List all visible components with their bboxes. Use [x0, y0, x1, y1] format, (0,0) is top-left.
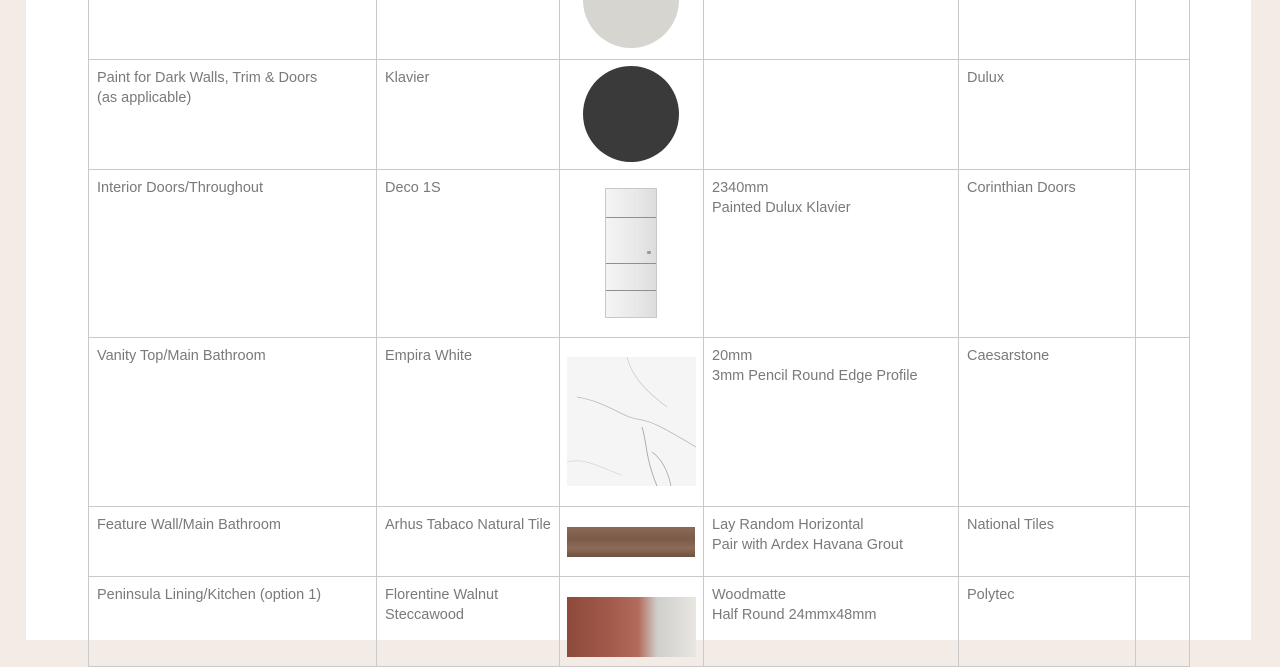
details-cell: Woodmatte Half Round 24mmx48mm: [704, 577, 959, 667]
notes-cell: [1136, 170, 1190, 338]
selection-cell: Florentine Walnut Steccawood: [377, 577, 560, 667]
image-cell: [560, 0, 704, 60]
table-row: [89, 507, 1190, 577]
details-cell: 20mm 3mm Pencil Round Edge Profile: [704, 338, 959, 507]
item-cell: [89, 0, 377, 60]
notes-cell: [1136, 0, 1190, 60]
selection-cell: Empira White: [377, 338, 560, 507]
selection-cell: Arhus Tabaco Natural Tile: [377, 507, 560, 577]
table-row: [89, 0, 1190, 60]
kitchen-photo-image: [567, 597, 696, 657]
finishes-schedule-table: [88, 0, 1190, 667]
selection-cell: Klavier: [377, 60, 560, 170]
supplier-cell: [959, 0, 1136, 60]
details-cell: [704, 0, 959, 60]
door-handle: [647, 251, 651, 254]
table-row: [89, 170, 1190, 338]
paint-swatch-image: [583, 66, 679, 162]
door-groove: [606, 263, 656, 264]
item-cell: Peninsula Lining/Kitchen (option 1): [89, 577, 377, 667]
tile-swatch-image: [567, 527, 695, 557]
notes-cell: [1136, 60, 1190, 170]
door-groove: [606, 217, 656, 218]
supplier-cell: Polytec: [959, 577, 1136, 667]
details-cell: 2340mm Painted Dulux Klavier: [704, 170, 959, 338]
image-cell: [560, 338, 704, 507]
item-cell: Paint for Dark Walls, Trim & Doors (as applicable): [89, 60, 377, 170]
details-cell: [704, 60, 959, 170]
item-cell: Feature Wall/Main Bathroom: [89, 507, 377, 577]
image-cell: [560, 507, 704, 577]
item-cell: Interior Doors/Throughout: [89, 170, 377, 338]
paint-swatch-image: [583, 0, 679, 48]
marble-swatch-image: [567, 357, 696, 486]
supplier-cell: Corinthian Doors: [959, 170, 1136, 338]
door-image: [605, 188, 657, 318]
table-row: [89, 60, 1190, 170]
notes-cell: [1136, 507, 1190, 577]
door-groove: [606, 290, 656, 291]
supplier-cell: National Tiles: [959, 507, 1136, 577]
image-cell: [560, 170, 704, 338]
notes-cell: [1136, 577, 1190, 667]
image-cell: [560, 60, 704, 170]
details-cell: Lay Random Horizontal Pair with Ardex Havana Grout: [704, 507, 959, 577]
document-page: [26, 0, 1251, 640]
selection-cell: Deco 1S: [377, 170, 560, 338]
marble-veins: [567, 357, 696, 486]
item-cell: Vanity Top/Main Bathroom: [89, 338, 377, 507]
notes-cell: [1136, 338, 1190, 507]
selection-cell: [377, 0, 560, 60]
image-cell: [560, 577, 704, 667]
supplier-cell: Dulux: [959, 60, 1136, 170]
table-row: [89, 338, 1190, 507]
table-row: [89, 577, 1190, 667]
supplier-cell: Caesarstone: [959, 338, 1136, 507]
